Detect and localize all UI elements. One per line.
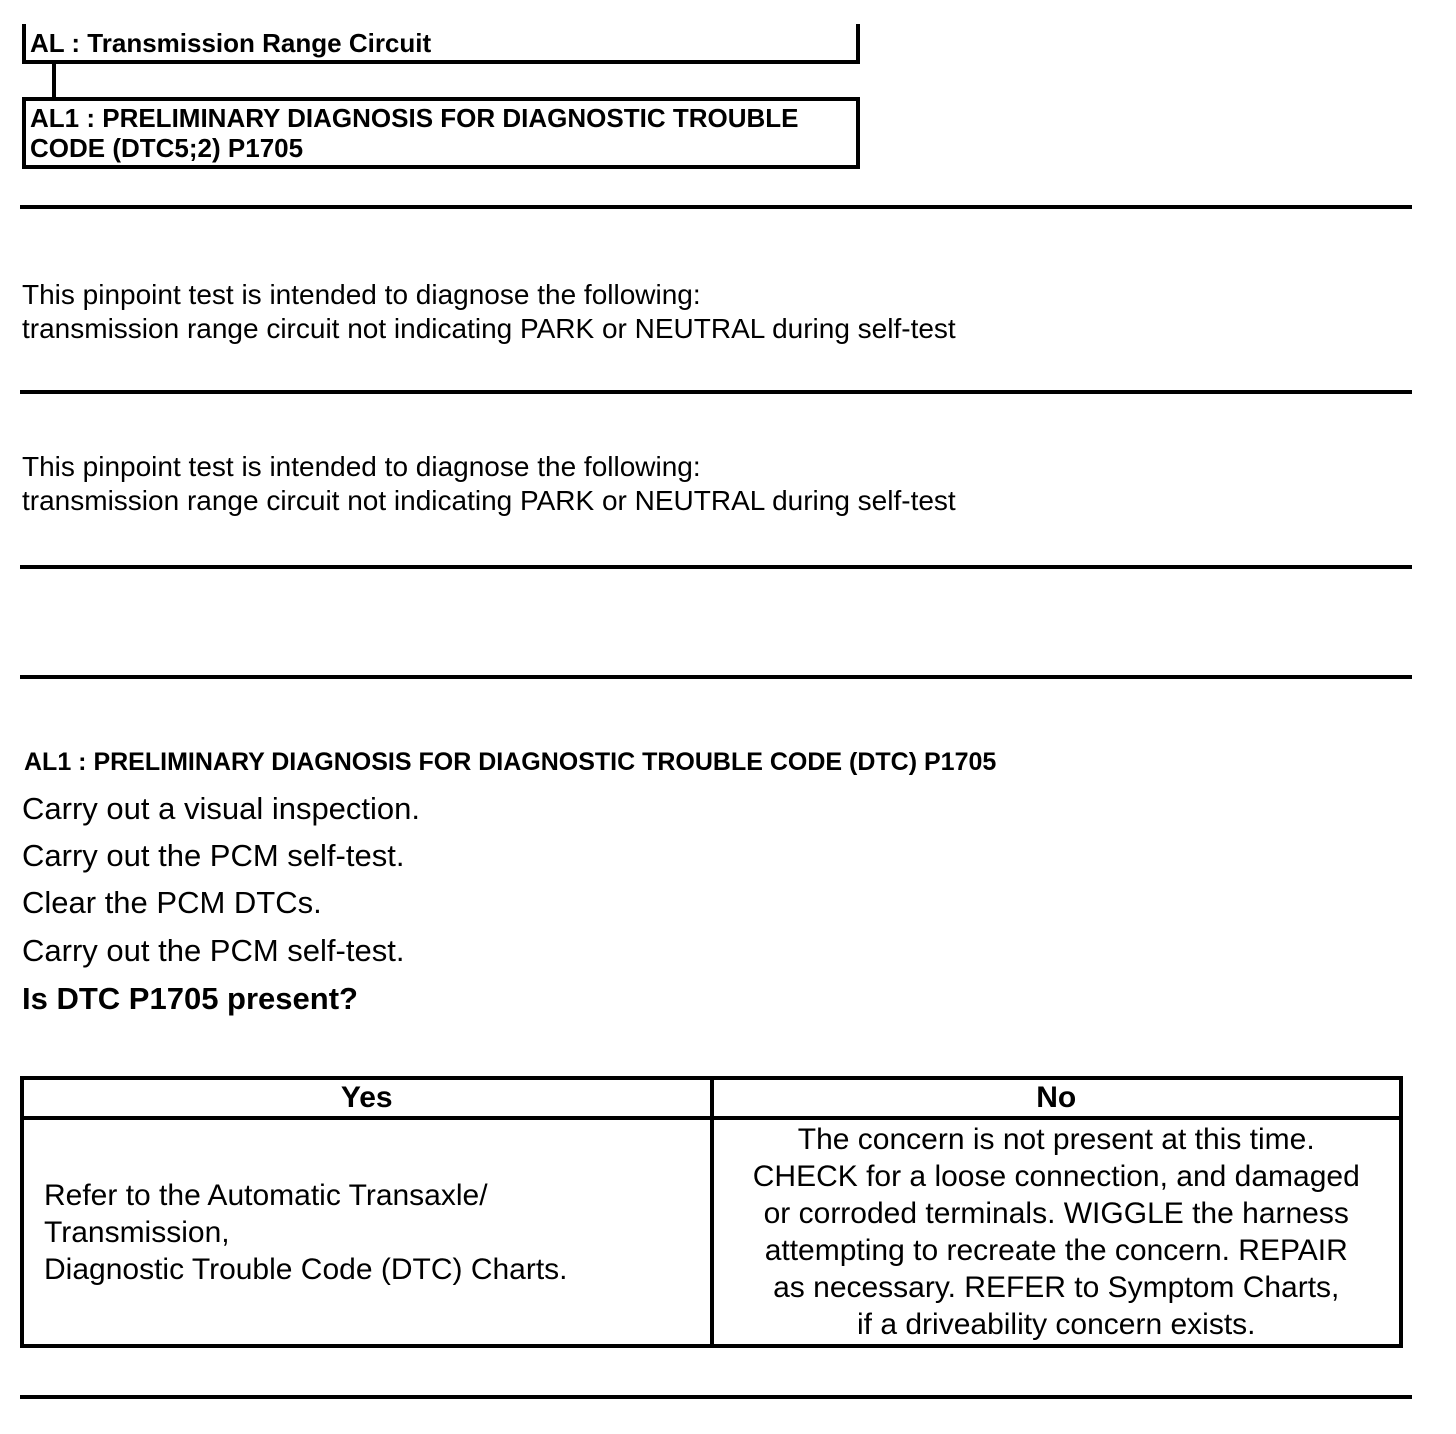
intro-paragraph-1: This pinpoint test is intended to diagnose the following: transmission range circuit not indicating PARK or NEUTRAL during self-test xyxy=(22,279,956,344)
no-header: No xyxy=(712,1078,1402,1118)
divider xyxy=(20,1395,1412,1399)
yes-cell: Refer to the Automatic Transaxle/ Transmission, Diagnostic Trouble Code (DTC) Charts. xyxy=(22,1118,712,1346)
step-action: Carry out the PCM self-test. xyxy=(22,933,405,968)
divider xyxy=(20,390,1412,394)
table-header-row xyxy=(22,1078,1401,1118)
no-cell: The concern is not present at this time. CHECK for a loose connection, and damaged or corroded terminals. WIGGLE the harness attempting to recreate the concern. REPAIR as necessary. REFER to Symptom Charts, if a driveability concern exists. xyxy=(712,1118,1402,1346)
divider xyxy=(20,205,1412,209)
connector-line xyxy=(52,60,56,98)
section-title: AL : Transmission Range Circuit xyxy=(30,28,432,58)
intro-paragraph-2: This pinpoint test is intended to diagnose the following: transmission range circuit not indicating PARK or NEUTRAL during self-test xyxy=(22,451,956,516)
subsection-title: AL1 : PRELIMINARY DIAGNOSIS FOR DIAGNOSTIC TROUBLE CODE (DTC5;2) P1705 xyxy=(30,103,799,163)
divider xyxy=(20,675,1412,679)
step-action: Clear the PCM DTCs. xyxy=(22,885,322,920)
result-table xyxy=(20,1076,1403,1348)
yes-header: Yes xyxy=(22,1078,712,1118)
step-action: Carry out the PCM self-test. xyxy=(22,838,405,873)
subsection-title-box xyxy=(22,97,860,169)
step-action: Carry out a visual inspection. xyxy=(22,791,421,826)
divider xyxy=(20,565,1412,569)
section-title-box xyxy=(22,24,860,64)
step-question: Is DTC P1705 present? xyxy=(22,981,358,1016)
table-row xyxy=(22,1118,1401,1346)
step-title: AL1 : PRELIMINARY DIAGNOSIS FOR DIAGNOSTIC TROUBLE CODE (DTC) P1705 xyxy=(24,748,997,776)
